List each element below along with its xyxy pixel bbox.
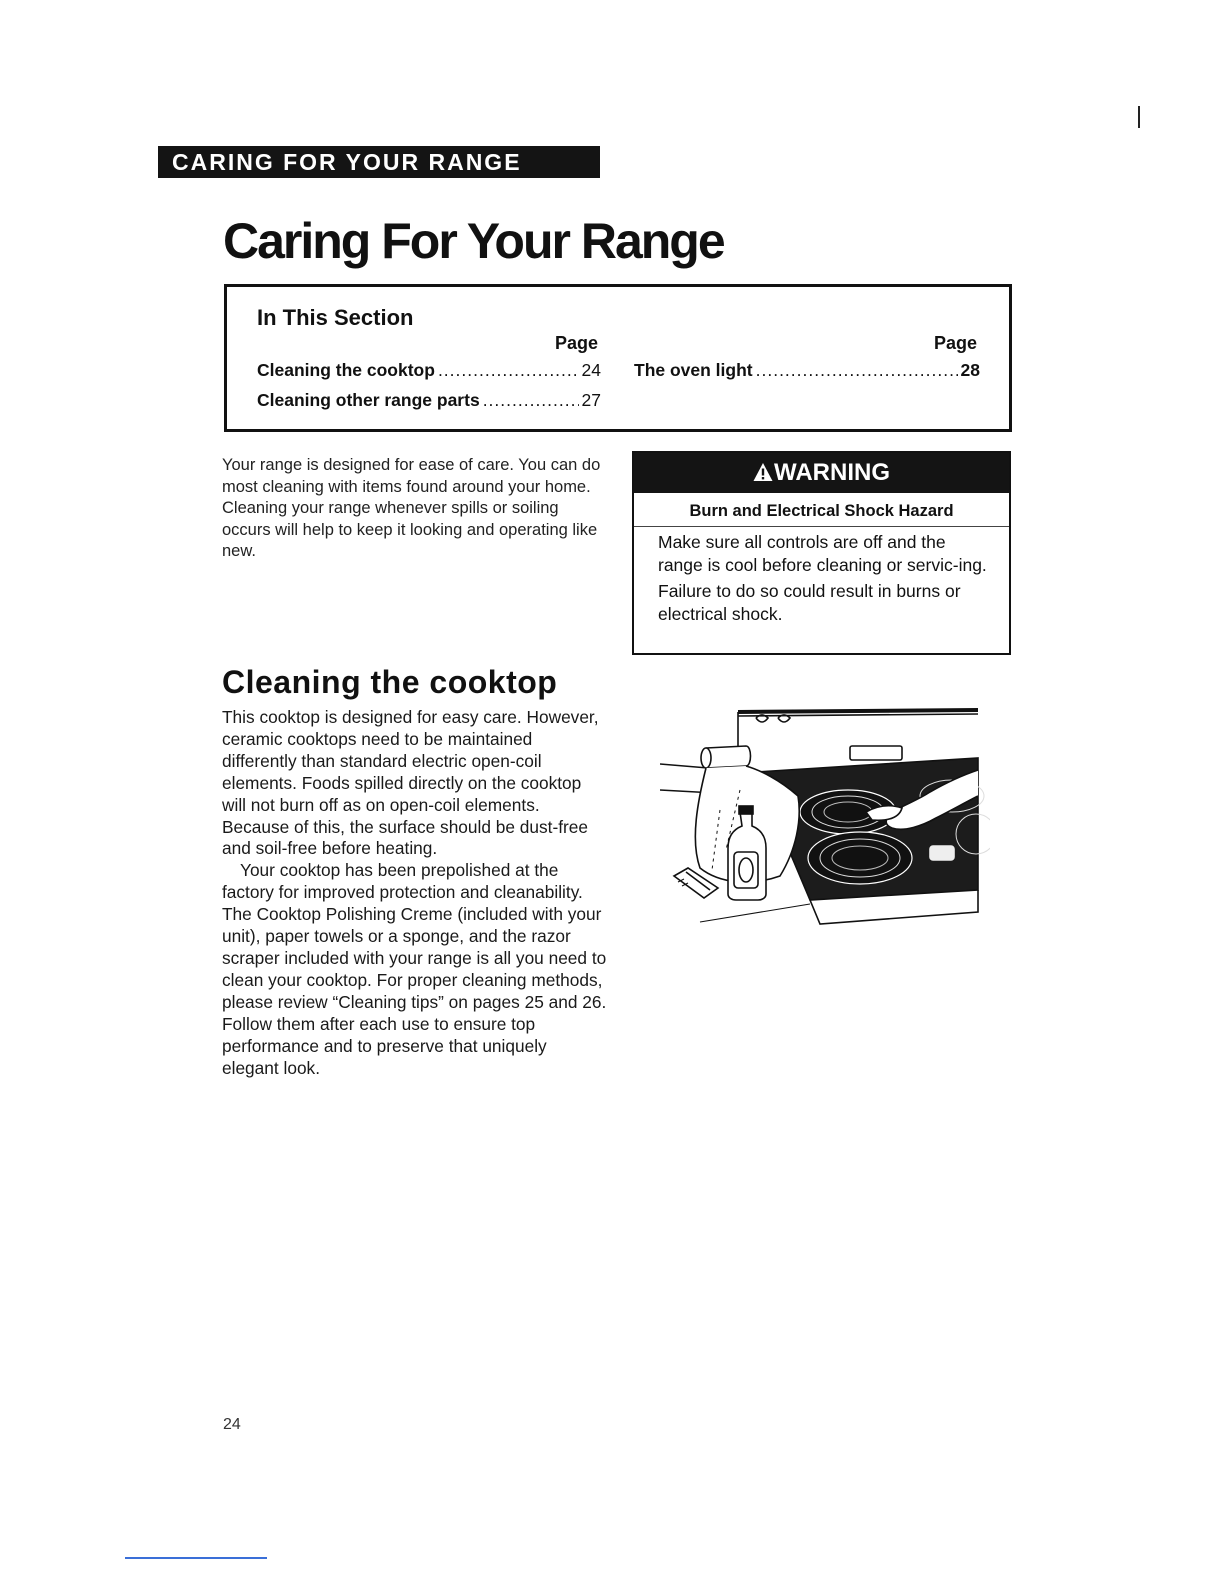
toc-leader-dots: [756, 360, 958, 381]
section-heading-cleaning-cooktop: Cleaning the cooktop: [222, 664, 558, 700]
page-number: 24: [223, 1416, 241, 1433]
in-this-section-box: [224, 284, 1012, 432]
cooktop-body: [222, 707, 607, 1079]
warning-paragraph: Failure to do so could result in burns or electrical shock.: [658, 581, 961, 624]
warning-triangle-icon: [753, 462, 773, 482]
intro-paragraph: Your range is designed for ease of care. You can do most cleaning with items found around your home. Cleaning your range whenever spills or soiling occurs will help to keep it looking and operating like new.: [222, 456, 601, 561]
section-banner: CARING FOR YOUR RANGE: [158, 146, 600, 178]
toc-page-label-right: Page: [933, 333, 977, 353]
warning-box: [632, 451, 1011, 655]
toc-entry-page: 28: [960, 360, 980, 380]
toc-entry-label: Cleaning other range parts: [257, 390, 480, 410]
page-title: Caring For Your Range: [223, 213, 724, 269]
toc-heading: In This Section: [257, 305, 414, 330]
toc-entry-page: 24: [581, 360, 601, 380]
body-paragraph: This cooktop is designed for easy care. However, ceramic cooktops need to be maintained differently than standard electric open-coil elements. Foods spilled directly on the cooktop will not burn off as on open-coil elements. Because of this, the surface should be dust-free and soil-free before heating.: [222, 707, 599, 859]
toc-entry-cleaning-cooktop[interactable]: [257, 360, 601, 381]
toc-entry-cleaning-other-parts[interactable]: [257, 390, 601, 411]
toc-page-label-left: Page: [554, 333, 598, 353]
margin-mark: [1138, 106, 1140, 128]
toc-entry-label: Cleaning the cooktop: [257, 360, 435, 380]
bottom-rule: [125, 1557, 267, 1559]
toc-entry-page: 27: [581, 390, 601, 410]
cooktop-cleaning-illustration: [660, 700, 990, 935]
warning-paragraph: Make sure all controls are off and the range is cool before cleaning or servic-ing.: [658, 532, 987, 575]
warning-label: WARNING: [774, 459, 890, 486]
toc-leader-dots: [483, 390, 579, 411]
toc-entry-oven-light[interactable]: [634, 360, 980, 381]
toc-entry-label: The oven light: [634, 360, 753, 380]
body-paragraph: Your cooktop has been prepolished at the factory for improved protection and cleanability. The Cooktop Polishing Creme (included with your unit), paper towels or a sponge, and the razor scraper included with your range is all you need to clean your cooktop. For proper cleaning methods, please review “Cleaning tips” on pages 25 and 26. Follow them after each use to ensure top performance and to preserve that uniquely elegant look.: [222, 860, 607, 1078]
warning-header: [634, 453, 1009, 493]
hazard-title: Burn and Electrical Shock Hazard: [689, 502, 954, 520]
toc-leader-dots: [438, 360, 579, 381]
